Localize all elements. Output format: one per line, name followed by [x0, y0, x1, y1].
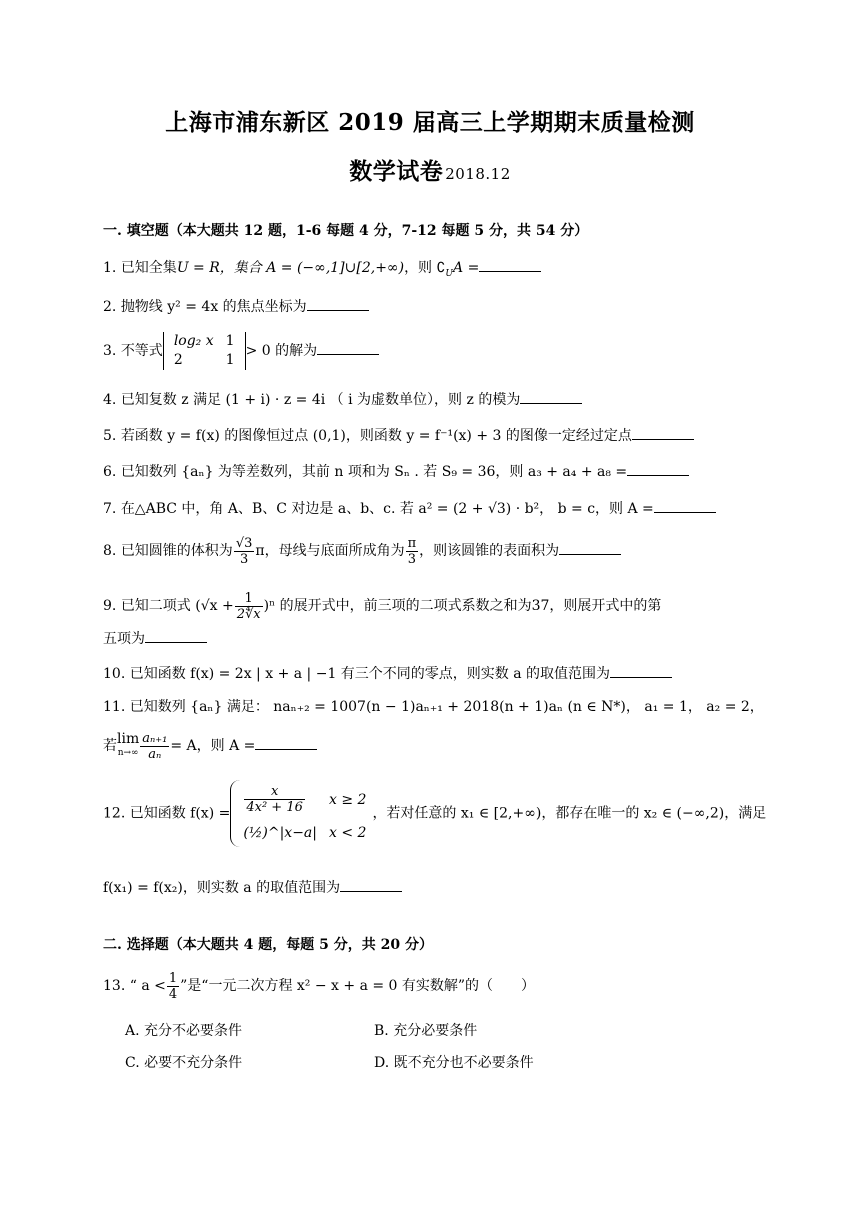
option-b: B. 充分必要条件 [374, 1023, 478, 1039]
q1-text-a: 已知全集 [120, 260, 177, 276]
q12-post: ，若对任意的 x₁ ∈ [2,+∞)，都存在唯一的 x₂ ∈ (−∞,2)，满足 [372, 805, 767, 822]
numerator: aₙ₊₁ [142, 730, 168, 746]
piecewise-function [230, 780, 372, 847]
det-cell: 2 [173, 352, 183, 368]
answer-blank [654, 498, 716, 513]
answer-blank [255, 735, 317, 750]
answer-blank [632, 425, 694, 440]
case-condition: x < 2 [329, 825, 367, 841]
q9-pre: 已知二项式 (√x + [120, 598, 234, 614]
subtitle-text: 数学试卷 [349, 158, 444, 185]
denominator: 4 [168, 986, 178, 1002]
q6-text: 已知数列 {aₙ} 为等差数列，其前 n 项和为 Sₙ . 若 S₉ = 36，则 a₃ + a₄ + a₈ = [120, 464, 628, 480]
q3-post: > 0 的解为 [245, 343, 318, 359]
q8-pre: 已知圆锥的体积为 [120, 543, 233, 559]
denominator: 3 [407, 551, 416, 567]
q9-post: )ⁿ 的展开式中，前三项的二项式系数之和为37，则展开式中的第 [263, 598, 662, 614]
numerator: √3 [235, 535, 253, 551]
numerator: π [407, 535, 417, 551]
question-3 [103, 330, 379, 372]
q7-number: 7. [103, 501, 117, 517]
q10-number: 10. [103, 666, 126, 682]
q8-number: 8. [103, 543, 117, 559]
q4-number: 4. [103, 392, 117, 408]
q1-text-b: U = R，集合 A = (−∞,1]∪[2,+∞) [176, 260, 405, 276]
question-7 [103, 498, 716, 519]
question-9 [103, 585, 661, 627]
question-12 [103, 780, 766, 847]
q1-number: 1. [103, 260, 117, 276]
fraction [244, 784, 305, 815]
q12-line2: f(x₁) = f(x₂)，则实数 a 的取值范围为 [103, 880, 341, 896]
answer-blank [340, 877, 402, 892]
option-c: C. 必要不充分条件 [125, 1055, 243, 1071]
q2-number: 2. [103, 299, 117, 315]
q1-text-d: U [445, 268, 454, 279]
answer-blank [627, 461, 689, 476]
q13-number: 13. [103, 978, 126, 994]
fraction [234, 536, 255, 567]
case-condition: x ≥ 2 [329, 791, 367, 808]
q13-pre: “ a < [129, 978, 166, 994]
q9-line2: 五项为 [103, 631, 145, 647]
fraction [235, 591, 263, 622]
limit-sub: n→∞ [117, 748, 139, 758]
q10-text: 已知函数 f(x) = 2x | x + a | −1 有三个不同的零点，则实数 a 的取值范围为 [129, 666, 611, 682]
det-cell: 1 [225, 333, 235, 349]
fraction [406, 536, 419, 567]
q1-text-e: A = [453, 260, 480, 276]
case-expression: (½)^|x−a| [243, 825, 317, 841]
fraction [140, 731, 169, 762]
q11-text: 已知数列 {aₙ} 满足： naₙ₊₂ = 1007(n − 1)aₙ₊₁ + 2018(n + 1)aₙ (n ∈ N*)， a₁ = 1， a₂ = 2， [129, 699, 764, 715]
determinant [163, 332, 246, 370]
limit-word: lim [117, 731, 140, 747]
page-subtitle [0, 153, 860, 186]
q13-post: ”是“一元二次方程 x² − x + a = 0 有实数解”的（ ） [180, 978, 536, 994]
q11-number: 11. [103, 699, 126, 715]
question-11 [103, 697, 764, 717]
answer-blank [559, 540, 621, 555]
numerator: 1 [168, 970, 178, 986]
question-10 [103, 663, 672, 684]
answer-blank [307, 296, 369, 311]
denominator: 3 [239, 551, 249, 567]
section-heading-choice: 二. 选择题（本大题共 4 题，每题 5 分，共 20 分） [103, 937, 433, 953]
option-a: A. 充分不必要条件 [125, 1023, 243, 1039]
q5-text: 若函数 y = f(x) 的图像恒过点 (0,1)，则函数 y = f⁻¹(x) + 3 的图像一定经过定点 [120, 428, 632, 444]
page-title: 上海市浦东新区 2019 届高三上学期期末质量检测 [165, 109, 695, 136]
answer-blank [610, 663, 672, 678]
q12-number: 12. [103, 805, 126, 822]
question-11-line-2 [103, 725, 317, 767]
numerator: x [244, 784, 305, 800]
exam-date: 2018.12 [445, 165, 511, 183]
limit [117, 732, 139, 760]
q2-text: 抛物线 y² = 4x 的焦点坐标为 [120, 299, 307, 315]
q8-mid: π，母线与底面所成角为 [255, 543, 405, 559]
denominator: 2∜x [236, 606, 261, 622]
answer-blank [520, 389, 582, 404]
det-cell: 1 [225, 352, 235, 368]
question-13 [103, 965, 535, 1007]
q11-post2: = A，则 A = [170, 738, 256, 754]
question-5 [103, 425, 694, 446]
question-2 [103, 296, 369, 317]
q8-post: ，则该圆锥的表面积为 [419, 543, 560, 559]
q11-pre2: 若 [103, 738, 117, 754]
q5-number: 5. [103, 428, 117, 444]
question-4 [103, 389, 582, 410]
q3-number: 3. [103, 343, 117, 359]
q6-number: 6. [103, 464, 117, 480]
question-9-line-2 [103, 628, 207, 649]
answer-blank [317, 340, 379, 355]
det-cell: log₂ x [173, 333, 214, 349]
question-12-line-2 [103, 877, 402, 898]
section-heading-fill-in: 一. 填空题（本大题共 12 题，1-6 每题 4 分，7-12 每题 5 分，共 54 分） [103, 223, 589, 239]
q3-pre: 不等式 [120, 343, 163, 359]
question-6 [103, 461, 689, 482]
denominator: 4x² + 16 [246, 800, 303, 815]
option-d: D. 既不充分也不必要条件 [374, 1055, 534, 1071]
q9-number: 9. [103, 598, 117, 614]
numerator: 1 [235, 591, 263, 607]
answer-blank [145, 628, 207, 643]
denominator: aₙ [148, 746, 162, 762]
question-8 [103, 530, 621, 572]
q7-text: 在△ABC 中，角 A、B、C 对边是 a、b、c. 若 a² = (2 + √3) · b²， b = c，则 A = [120, 501, 654, 517]
q4-text: 已知复数 z 满足 (1 + i) · z = 4i （ i 为虚数单位），则 z 的模为 [120, 392, 521, 408]
question-1 [103, 257, 541, 284]
fraction [167, 971, 179, 1002]
q1-text-c: ，则 ∁ [404, 260, 446, 276]
q12-pre: 已知函数 f(x) = [129, 805, 231, 822]
answer-blank [479, 257, 541, 272]
